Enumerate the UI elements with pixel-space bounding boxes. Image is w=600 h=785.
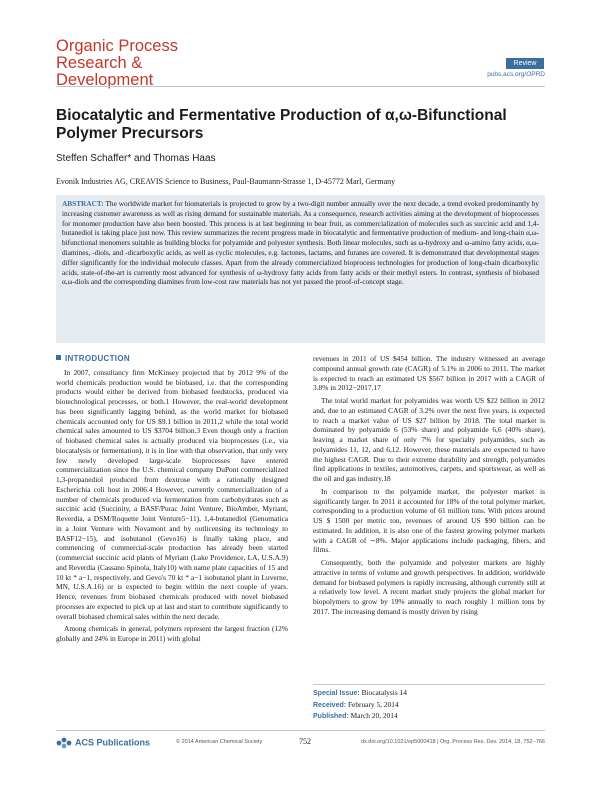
- received-value: February 5, 2014: [347, 699, 399, 709]
- journal-url-link[interactable]: pubs.acs.org/OPRD: [487, 71, 545, 78]
- journal-name-line3: Development: [56, 71, 154, 89]
- paragraph: Consequently, both the polyamide and polyester markets are highly attractive in terms of volume and growth perspectives. In addition, worldwide demand for biobased polymers is rapidly increasing, although currently still at a relatively low level. A recent market study projects the global market for biopolymers to grow by 19% annually to reach roughly 1 million tons by 2017. The increasing demand is mostly driven by rising: [313, 558, 545, 616]
- special-issue-row: [313, 688, 545, 700]
- abstract-label: ABSTRACT:: [62, 199, 104, 208]
- journal-name-line2: Research &: [56, 54, 143, 72]
- journal-name-line1: Organic Process: [56, 37, 178, 55]
- right-column: [313, 354, 545, 620]
- special-issue-label: Special Issue:: [313, 690, 360, 697]
- header-divider: [56, 86, 545, 87]
- acs-logo-icon: [56, 737, 72, 749]
- history-divider: [313, 684, 545, 685]
- article-type-badge: Review: [506, 58, 544, 69]
- abstract-box: [56, 195, 545, 343]
- section-square-icon: [56, 355, 61, 360]
- paragraph: Among chemicals in general, polymers represent the largest fraction (12% globally and 24% in Europe in 2011) with global: [56, 624, 288, 643]
- published-row: [313, 711, 545, 723]
- abstract-text: The worldwide market for biomaterials is projected to grow by a two-digit number annually over the next decade, a trend evoked predominantly by increasing customer awareness as well as rising demand for sustainable materials. As a consequence, research activities aiming at the development of bioprocesses for monomer production have also been boosted. This process is at last beginning to bear fruit, as commercialization of molecules such as succinic acid and 1,4-butanediol is taking place just now. This review summarizes the recent progress made in biocatalytic and fermentative production of medium- and long-chain α,ω-bifunctional monomers suitable as building blocks for polyamide and polyester synthesis. Both linear molecules, such as ω-hydroxy and ω-amino fatty acids, α,ω-diamines, -diols, and -dicarboxylic acids, as well as cyclic molecules, e.g. lactones, lactams, and furanes are covered. It is demonstrated that developmental stages differ significantly for the individual molecule classes. Apart from the already commercialized bioprocess technologies for production of long-chain dicarboxylic acids, state-of-the-art is currently most advanced for synthesis of ω-hydroxy fatty acids from fatty acids or their methyl esters. In contrast, synthesis of biobased α,ω-diols and the corresponding diamines from low-cost raw materials has not yet passed the proof-of-concept stage.: [62, 199, 539, 287]
- received-row: [313, 700, 545, 712]
- page-number: 752: [299, 737, 311, 746]
- article-history: [313, 688, 545, 723]
- paragraph: The total world market for polyamides was worth US $22 billion in 2012 and, due to an estimated CAGR of 3.2% over the next five years, is expected to reach a market value of US $27 billion by 2018. The total market is dominated by polyamide 6 (53% share) and polyamide 6,6 (40% share), leaving a market share of only 7% for specialty polyamides, such as polyamides 11, 12, and 6,12. However, these materials are expected to have the highest CAGR. Due to their extreme durability and strength, polyamides find applications in textiles, automotives, carpets, and sportswear, as well as the oil and gas industry.18: [313, 396, 545, 483]
- introduction-heading-text: INTRODUCTION: [65, 354, 130, 363]
- left-column: [56, 354, 288, 647]
- paragraph: revenues in 2011 of US $454 billion. The industry witnessed an average compound annual growth rate (CAGR) of 5.1% in 2006 to 2011. The market is expected to reach an estimated US $567 billion in 2017 with a CAGR of 3.8% in 2012−2017.17: [313, 354, 545, 393]
- published-value: March 20, 2014: [350, 711, 398, 720]
- received-label: Received:: [313, 701, 347, 709]
- publisher-name: ACS Publications: [75, 737, 151, 748]
- doi-citation[interactable]: dx.doi.org/10.1021/op5000418 | Org. Process Res. Dev. 2014, 18, 752−766: [360, 739, 545, 745]
- special-issue-value: Biocatalysis 14: [361, 688, 407, 697]
- journal-name: [56, 38, 216, 89]
- copyright-notice: © 2014 American Chemical Society: [176, 739, 263, 745]
- introduction-heading: [56, 354, 288, 364]
- paragraph: In comparison to the polyamide market, the polyester market is significantly larger. In 2011 it accounted for 18% of the total polymer market, corresponding to a production volume of 61 million tons. With prices around US $ 1500 per metric ton, revenues of around US $90 billion can be estimated. In addition, it is also one of the fastest growing polymer markets with a CAGR of ∼8%. Major applications include packaging, fibers, and films.: [313, 486, 545, 555]
- author-affiliation: Evonik Industries AG, CREAVIS Science to Business, Paul-Baumann-Strasse 1, D-45772 Marl, Germany: [56, 177, 396, 186]
- paragraph: In 2007, consultancy firm McKinsey projected that by 2012 9% of the world chemicals production would be biobased, i.e. that the corresponding products would either be derived from biobased feedstocks, produced via biotechnological processes, or both.1 However, the real-world development has been significantly lagging behind, as the world market for biobased chemicals accounted only for US $9.1 billion in 2011,2 while the total world chemical sales amounted to US $3704 billion.3 Even though only a fraction of biobased chemical sales is actually produced via bioprocesses (i.e., via biocatalysis or fermentation), it is in line with that observation, that only very few newly developed large-scale bioprocesses have entered commercialization since the U.S. chemical company DuPont commercialized 1,3-propanediol produced from dextrose with a rationally designed Escherichia coli host in 2006.4 However, currently commercialization of a number of chemicals produced via fermentation from carbohydrates such as succinic acid (Succinity, a BASF/Purac Joint Venture, BioAmber, Myriant, Reverdia, a DSM/Roquette Joint Venture5−11), 1,4-butanediol (Genomatica in a Joint Venture with Novamont and by outlicensing its technology to BASF12−15), and isobutanol (Gevo16) is finally taking place, and commencing of commercial-scale production has already been started (commercial succinic acid plants of Myriant (Lake Providence, LA, U.S.A.9) and Reverdia (Cassano Spinola, Italy10) with name plate capacities of 15 and 10 kt * a−1, respectively, and Gevo's 70 kt * a−1 isobutanol plant in Luverne, MN, U.S.A.16) or is expected to begin within the next couple of years. Hence, revenues from biobased chemicals produced with novel biobased processes are expected to pick up at last and start to contribute significantly to overall biobased chemical sales within the next decade.: [56, 367, 288, 621]
- acs-publications-logo[interactable]: [56, 737, 176, 749]
- article-title: Biocatalytic and Fermentative Production of α,ω-Bifunctional Polymer Precursors: [56, 107, 507, 142]
- article-authors: Steffen Schaffer* and Thomas Haas: [56, 153, 216, 164]
- footer-divider: [56, 730, 545, 731]
- published-label: Published:: [313, 713, 349, 720]
